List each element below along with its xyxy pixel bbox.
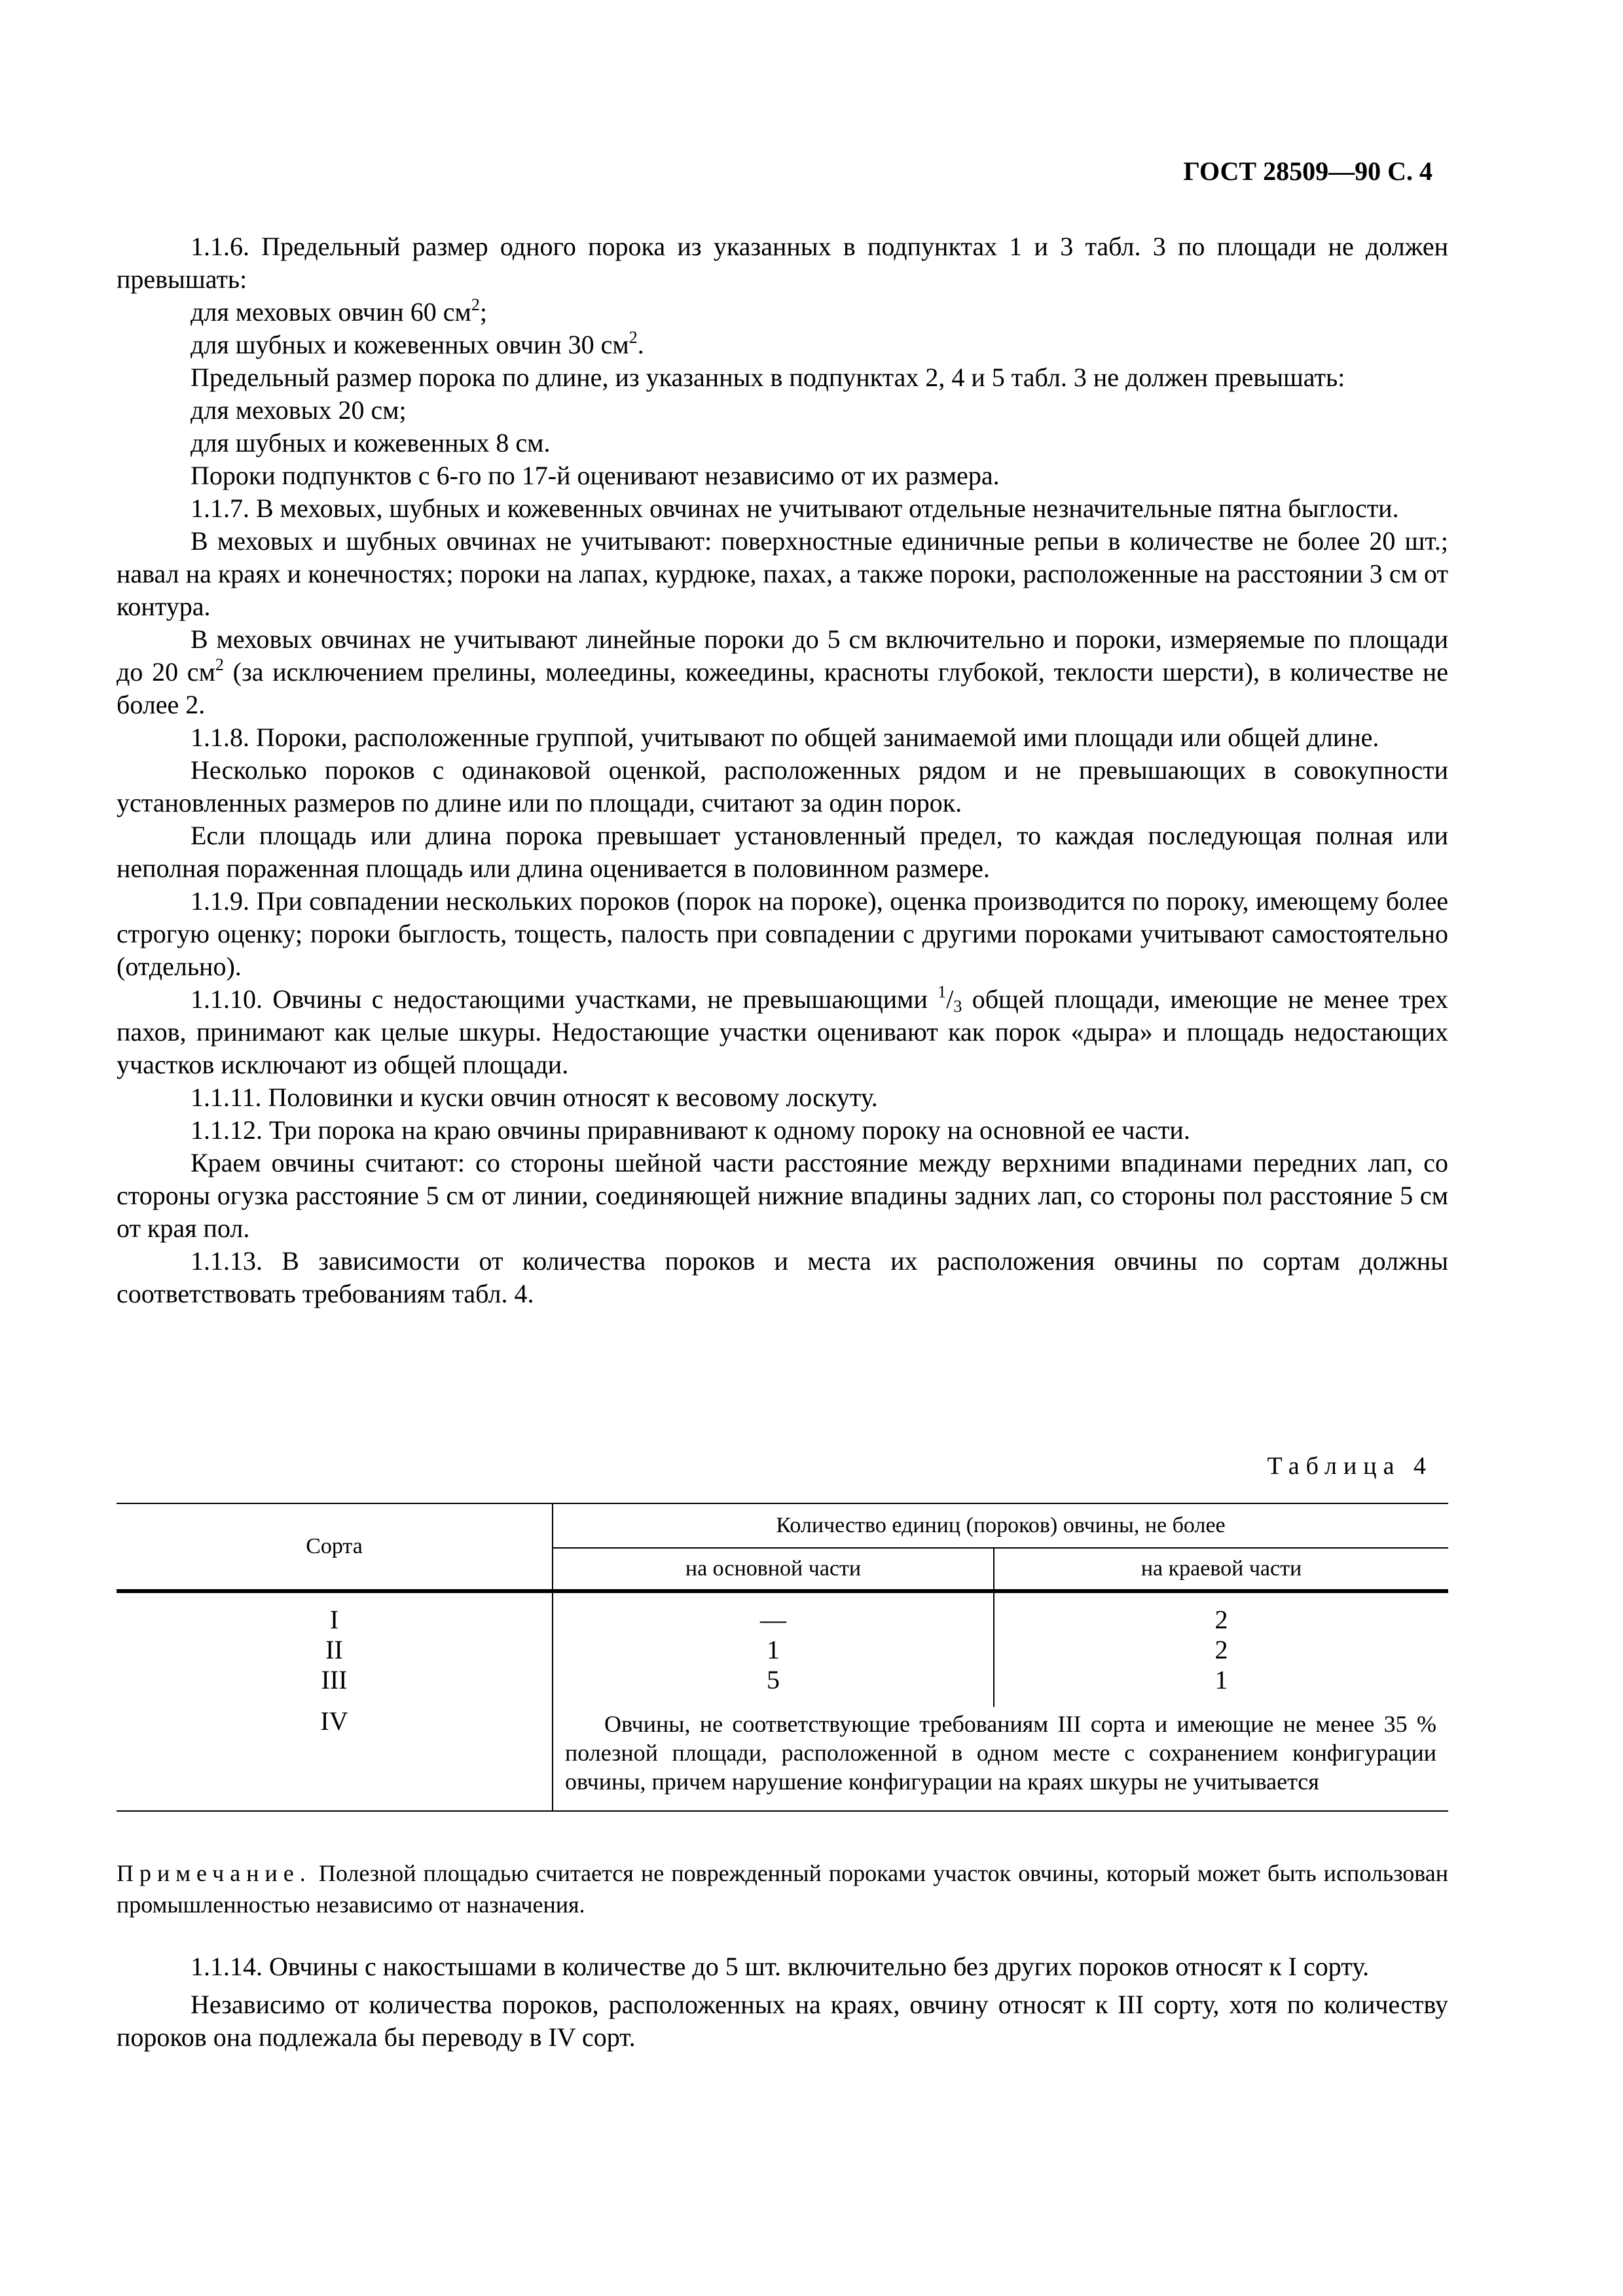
paragraph-fur-linear: В меховых овчинах не учитывают линейные пороки до 5 см включительно и пороки, измеряемые по площади до 20 $см^2$ (за исключением прелины, молеедины, кожеедины, красноты глубокой, теклости шерсти), в количестве не более 2. — [117, 624, 1449, 719]
paragraph-fur-length: для меховых 20 см; — [191, 395, 407, 425]
edge-part-cell: 1 — [1214, 1665, 1228, 1695]
grades-table — [117, 1503, 1448, 1812]
table-row — [117, 1635, 1448, 1665]
table-header-row — [117, 1503, 1448, 1548]
page-header: ГОСТ 28509—90 С. 4 — [1183, 156, 1432, 186]
header-edge-part: на краевой части — [994, 1548, 1448, 1591]
paragraph-exceed-limit: Если площадь или длина порока превышает установленный предел, то каждая последующая полная или неполная пораженная площадь или длина оценивается в половинном размере. — [117, 821, 1448, 883]
paragraph-edge-grade: Независимо от количества пороков, расположенных на краях, овчину относят к III сорту, хотя по количеству пороков она подлежала бы переводу в IV сорт. — [117, 1990, 1448, 2052]
grade-cell: II — [117, 1635, 553, 1665]
paragraph-subpoints: Пороки подпунктов с 6-го по 17-й оценивают независимо от их размера. — [191, 461, 1000, 490]
edge-part-cell: 2 — [1214, 1635, 1228, 1664]
table-row — [117, 1605, 1448, 1635]
paragraph-1-1-11: 1.1.11. Половинки и куски овчин относят к весовому лоскуту. — [191, 1083, 878, 1112]
header-main-part: на основной части — [553, 1548, 994, 1591]
paragraph-1-1-9: 1.1.9. При совпадении нескольких пороков (порок на пороке), оценка производится по пороку, имеющему более строгую оценку; пороки быглость, тощесть, палость при совпадении с другими пороками учитывают самостоятельно (отдельно). — [117, 886, 1448, 981]
table-caption: Таблица 4 — [1267, 1452, 1432, 1480]
paragraph-1-1-13: 1.1.13. В зависимости от количества пороков и места их расположения овчины по сортам должны соответствовать требованиям табл. 4. — [117, 1246, 1448, 1308]
paragraph-length-limit: Предельный размер порока по длине, из указанных в подпунктах 2, 4 и 5 табл. 3 не должен превышать: — [191, 363, 1345, 392]
table-note — [117, 1857, 1448, 1920]
closing-text — [117, 1950, 1448, 2059]
note-label: Примечание. — [117, 1860, 312, 1886]
paragraph-coat-area: для шубных и кожевенных овчин 30 $см^2$. — [191, 328, 644, 359]
grade-cell: III — [117, 1665, 553, 1695]
paragraph-coat-length: для шубных и кожевенных 8 см. — [191, 428, 551, 457]
table-row — [117, 1665, 1448, 1695]
main-part-cell: 1 — [553, 1635, 994, 1665]
header-defect-count: Количество единиц (пороков) овчины, не более — [553, 1503, 1448, 1548]
paragraph-edge-definition: Краем овчины считают: со стороны шейной части расстояние между верхними впадинами передних лап, со стороны огузка расстояние 5 см от линии, соединяющей нижние впадины задних лап, со стороны пол расстояние 5 см от края пол. — [117, 1148, 1448, 1243]
paragraph-1-1-7: 1.1.7. В меховых, шубных и кожевенных овчинах не учитывают отдельные незначительные пятна быглости. — [191, 493, 1399, 523]
header-grade: Сорта — [117, 1503, 553, 1591]
paragraph-fur-area: для меховых овчин 60 $см^2$; — [191, 295, 487, 327]
paragraph-1-1-14: 1.1.14. Овчины с накостышами в количестве до 5 шт. включительно без других пороков относят к I сорту. — [191, 1952, 1370, 1981]
main-part-cell: — — [553, 1605, 994, 1635]
paragraph-1-1-10: 1.1.10. Овчины с недостающими участками, не превышающими $^1/_3$ общей площади, имеющие не менее трех пахов, принимают как целые шкуры. Недостающие участки оценивают как порок «дыра» и площадь недостающих участков исключают из общей площади. — [117, 982, 1448, 1079]
table-row-grade-iv — [117, 1707, 1448, 1796]
grade-cell: I — [117, 1605, 553, 1635]
paragraph-1-1-6: 1.1.6. Предельный размер одного порока из указанных в подпунктах 1 и 3 табл. 3 по площади не должен превышать: — [117, 232, 1448, 294]
main-part-cell: 5 — [553, 1665, 994, 1695]
paragraph-1-1-8: 1.1.8. Пороки, расположенные группой, учитывают по общей занимаемой ими площади или общей длине. — [191, 723, 1379, 752]
paragraph-1-1-12: 1.1.12. Три порока на краю овчины приравнивают к одному пороку на основной ее части. — [191, 1115, 1190, 1145]
body-text — [117, 230, 1448, 1310]
grade-iv-description: Овчины, не соответствующие требованиям III сорта и имеющие не менее 35 % полезной площади, расположенной в одном месте с сохранением конфигурации овчины, причем нарушение конфигурации на краях шкуры не учитывается — [565, 1711, 1436, 1795]
paragraph-fur-coat-exclusions: В меховых и шубных овчинах не учитывают: поверхностные единичные репьи в количестве не более 20 шт.; навал на краях и конечностях; пороки на лапах, курдюке, пахах, а также пороки, расположенные на расстоянии 3 см от контура. — [117, 526, 1448, 621]
edge-part-cell: 2 — [1214, 1605, 1228, 1634]
grade-cell: IV — [117, 1707, 553, 1796]
paragraph-grouped-defects: Несколько пороков с одинаковой оценкой, расположенных рядом и не превышающих в совокупности установленных размеров по длине или по площади, считают за один порок. — [117, 755, 1448, 817]
note-text: Полезной площадью считается не поврежденный пороками участок овчины, который может быть использован промышленностью независимо от назначения. — [117, 1860, 1448, 1918]
